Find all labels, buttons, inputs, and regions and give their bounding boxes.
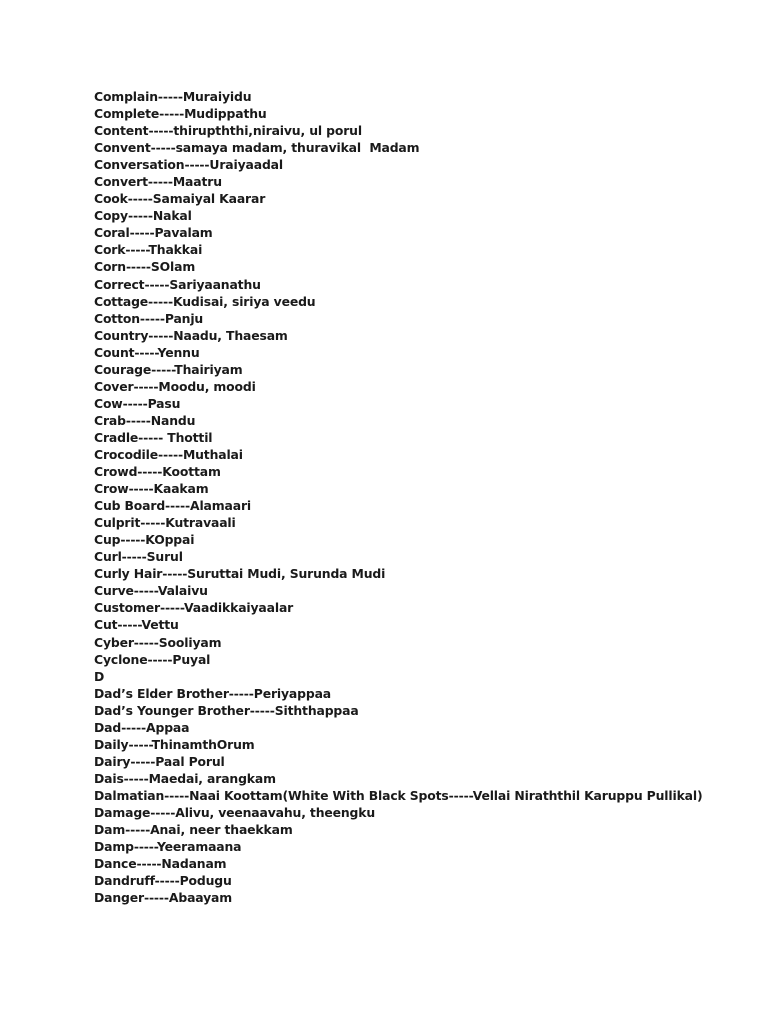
glossary-entry: Dais-----Maedai, arangkam (94, 770, 276, 786)
glossary-entry: Dad-----Appaa (94, 719, 190, 735)
glossary-entry: Customer-----Vaadikkaiyaalar (94, 600, 294, 616)
glossary-entry: Conversation-----Uraiyaadal (94, 157, 283, 173)
glossary-entry: Daily-----ThinamthOrum (94, 736, 255, 752)
glossary-entry: Dam-----Anai, neer thaekkam (94, 822, 293, 838)
glossary-entry: Dance-----Nadanam (94, 856, 227, 872)
glossary-entry: Cyber-----Sooliyam (94, 634, 222, 650)
glossary-entry: Curly Hair-----Suruttai Mudi, Surunda Mudi (94, 566, 386, 582)
glossary-entry: Complain-----Muraiyidu (94, 89, 252, 104)
glossary-entry: Complete-----Mudippathu (94, 106, 267, 122)
glossary-entry: Cut-----Vettu (94, 617, 179, 633)
glossary-entry: Courage-----Thairiyam (94, 361, 243, 377)
glossary-entry: Cup-----KOppai (94, 532, 195, 548)
glossary-entry: Dairy-----Paal Porul (94, 753, 225, 769)
glossary-entry: Crow-----Kaakam (94, 481, 209, 497)
glossary-entry: Content-----thirupththi,niraivu, ul porul (94, 123, 362, 139)
glossary-entry: Cotton-----Panju (94, 310, 204, 326)
glossary-entry: Convent-----samaya madam, thuravikal Madam (94, 140, 420, 156)
glossary-entry: Curve-----Valaivu (94, 583, 208, 599)
glossary-entry: Cradle----- Thottil (94, 429, 213, 445)
glossary-entry: Count-----Yennu (94, 344, 200, 360)
glossary-entry: Coral-----Pavalam (94, 225, 213, 241)
glossary-entry: Dad’s Elder Brother-----Periyappaa (94, 685, 332, 701)
glossary-entry: Dandruff-----Podugu (94, 873, 232, 889)
glossary-entry: Cook-----Samaiyal Kaarar (94, 191, 266, 207)
glossary-entry: Copy-----Nakal (94, 208, 192, 224)
glossary-entry: Crowd-----Koottam (94, 464, 221, 480)
glossary-entry: Crab-----Nandu (94, 412, 196, 428)
glossary-entry: Cub Board-----Alamaari (94, 498, 251, 514)
glossary-entry: Cyclone-----Puyal (94, 651, 211, 667)
glossary-entry: Culprit-----Kutravaali (94, 515, 236, 531)
section-letter-heading: D (94, 668, 105, 684)
glossary-entry: Damp-----Yeeramaana (94, 839, 242, 855)
glossary-entry: Curl-----Surul (94, 549, 183, 565)
glossary-entry: Corn-----SOlam (94, 259, 196, 275)
glossary-entry: Cork-----Thakkai (94, 242, 203, 258)
glossary-list (94, 88, 734, 906)
glossary-entry: Crocodile-----Muthalai (94, 446, 243, 462)
glossary-entry: Correct-----Sariyaanathu (94, 276, 261, 292)
glossary-entry: Cow-----Pasu (94, 395, 181, 411)
glossary-entry: Dad’s Younger Brother-----Siththappaa (94, 702, 359, 718)
glossary-entry: Cover-----Moodu, moodi (94, 378, 256, 394)
glossary-entry: Country-----Naadu, Thaesam (94, 327, 288, 343)
glossary-entry: Dalmatian-----Naai Koottam(White With Black Spots-----Vellai Niraththil Karuppu Pullikal) (94, 787, 703, 803)
glossary-entry: Cottage-----Kudisai, siriya veedu (94, 293, 316, 309)
glossary-entry: Danger-----Abaayam (94, 890, 233, 906)
glossary-entry: Convert-----Maatru (94, 174, 222, 190)
glossary-entry: Damage-----Alivu, veenaavahu, theengku (94, 804, 376, 820)
